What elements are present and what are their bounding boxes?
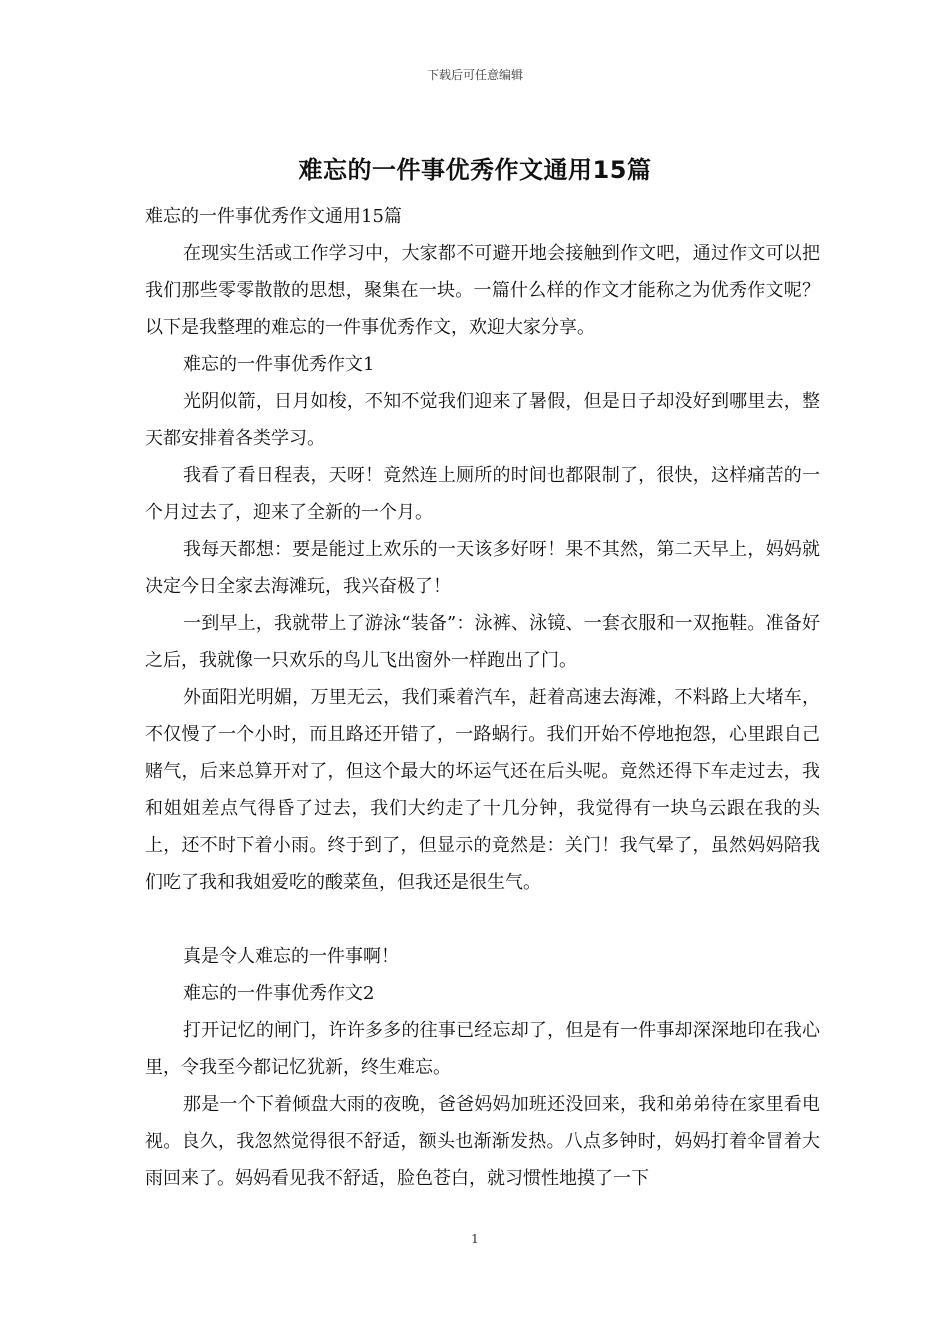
document-body: [145, 198, 820, 1197]
page-header: 下载后可任意编辑: [426, 68, 523, 82]
paragraph: 外面阳光明媚，万里无云，我们乘着汽车，赶着高速去海滩，不料路上大堵车，不仅慢了一个小时，而且路还开错了，一路蜗行。我们开始不停地抱怨，心里跟自己赌气，后来总算开对了，但这个最大的坏运气还在后头呢。竟然还得下车走过去，我和姐姐差点气得昏了过去，我们大约走了十几分钟，我觉得有一块乌云跟在我的头上，还不时下着小雨。终于到了，但显示的竟然是：关门！我气晕了，虽然妈妈陪我们吃了我和我姐爱吃的酸菜鱼，但我还是很生气。: [145, 687, 820, 893]
section-heading-1: 难忘的一件事优秀作文1: [183, 354, 375, 375]
paragraph: 真是令人难忘的一件事啊！: [183, 946, 399, 967]
paragraph: 光阴似箭，日月如梭，不知不觉我们迎来了暑假，但是日子却没好到哪里去，整天都安排着各类学习。: [145, 391, 820, 449]
page-number: 1: [471, 1232, 479, 1246]
paragraph: 那是一个下着倾盘大雨的夜晚，爸爸妈妈加班还没回来，我和弟弟待在家里看电视。良久，我忽然觉得很不舒适，额头也渐渐发热。八点多钟时，妈妈打着伞冒着大雨回来了。妈妈看见我不舒适，脸色苍白，就习惯性地摸了一下: [145, 1094, 820, 1189]
subtitle-line: 难忘的一件事优秀作文通用15篇: [145, 206, 402, 227]
intro-paragraph: 在现实生活或工作学习中，大家都不可避开地会接触到作文吧，通过作文可以把我们那些零零散散的思想，聚集在一块。一篇什么样的作文才能称之为优秀作文呢？以下是我整理的难忘的一件事优秀作文，欢迎大家分享。: [145, 243, 820, 338]
document-title: 难忘的一件事优秀作文通用15篇: [298, 156, 652, 184]
paragraph: 我每天都想：要是能过上欢乐的一天该多好呀！果不其然，第二天早上，妈妈就决定今日全家去海滩玩，我兴奋极了！: [145, 539, 820, 597]
paragraph: 一到早上，我就带上了游泳“装备”：泳裤、泳镜、一套衣服和一双拖鞋。准备好之后，我就像一只欢乐的鸟儿飞出窗外一样跑出了门。: [145, 613, 820, 671]
section-heading-2: 难忘的一件事优秀作文2: [183, 983, 375, 1004]
paragraph: 打开记忆的闸门，许许多多的往事已经忘却了，但是有一件事却深深地印在我心里，令我至今都记忆犹新，终生难忘。: [145, 1020, 820, 1078]
paragraph: 我看了看日程表，天呀！竟然连上厕所的时间也都限制了，很快，这样痛苦的一个月过去了，迎来了全新的一个月。: [145, 465, 820, 523]
